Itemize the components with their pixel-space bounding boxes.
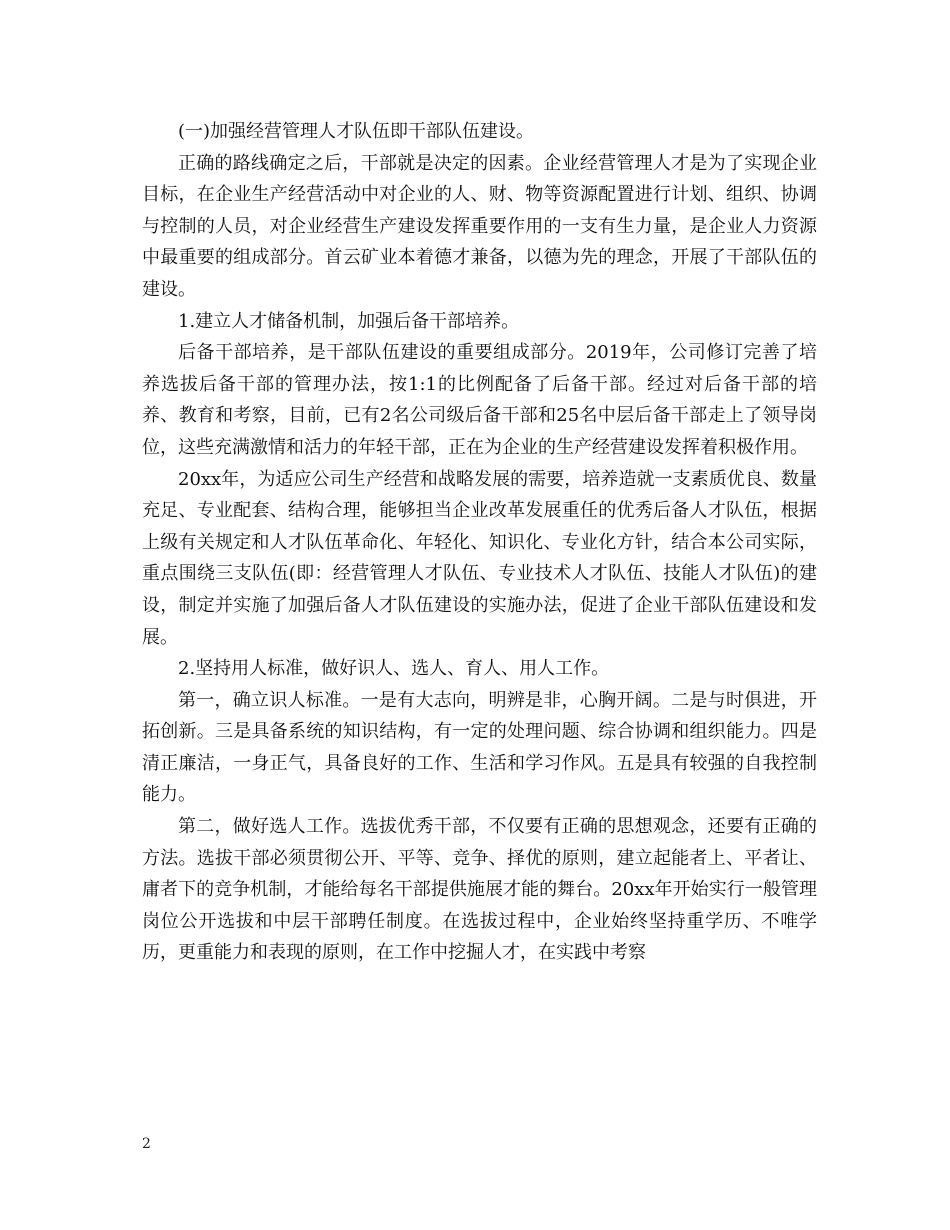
body-paragraph: 第二，做好选人工作。选拔优秀干部，不仅要有正确的思想观念，还要有正确的方法。选拔干部必须贯彻公开、平等、竞争、择优的原则，建立起能者上、平者让、庸者下的竞争机制，才能给每名干部提供施展才能的舞台。20xx年开始实行一般管理岗位公开选拔和中层干部聘任制度。在选拔过程中，企业始终坚持重学历、不唯学历，更重能力和表现的原则，在工作中挖掘人才，在实践中考察 <box>142 816 817 964</box>
body-paragraph: 20xx年，为适应公司生产经营和战略发展的需要，培养造就一支素质优良、数量充足、专业配套、结构合理，能够担当企业改革发展重任的优秀后备人才队伍，根据上级有关规定和人才队伍革命化、年轻化、知识化、专业化方针，结合本公司实际，重点围绕三支队伍(即：经营管理人才队伍、专业技术人才队伍、技能人才队伍)的建设，制定并实施了加强后备人才队伍建设的实施办法，促进了企业干部队伍建设和发展。 <box>142 468 817 648</box>
body-paragraph: 后备干部培养，是干部队伍建设的重要组成部分。2019年，公司修订完善了培养选拔后备干部的管理办法，按1:1的比例配备了后备干部。经过对后备干部的培养、教育和考察，目前，已有2名公司级后备干部和25名中层后备干部走上了领导岗位，这些充满激情和活力的年轻干部，正在为企业的生产经营建设发挥着积极作用。 <box>142 342 817 458</box>
document-body <box>142 116 817 969</box>
page-number: 2 <box>142 1136 151 1152</box>
section-heading: (一)加强经营管理人才队伍即干部队伍建设。 <box>178 121 535 142</box>
body-paragraph: 第一，确立识人标准。一是有大志向，明辨是非，心胸开阔。二是与时俱进，开拓创新。三是具备系统的知识结构，有一定的处理问题、综合协调和组织能力。四是清正廉洁，一身正气，具备良好的工作、生活和学习作风。五是具有较强的自我控制能力。 <box>142 689 817 806</box>
body-paragraph: 正确的路线确定之后，干部就是决定的因素。企业经营管理人才是为了实现企业目标，在企业生产经营活动中对企业的人、财、物等资源配置进行计划、组织、协调与控制的人员，对企业经营生产建设发挥重要作用的一支有生力量，是企业人力资源中最重要的组成部分。首云矿业本着德才兼备，以德为先的理念，开展了干部队伍的建设。 <box>142 152 817 300</box>
subsection-heading: 1.建立人才储备机制，加强后备干部培养。 <box>178 310 520 332</box>
subsection-heading: 2.坚持用人标准，做好识人、选人、育人、用人工作。 <box>178 658 610 680</box>
